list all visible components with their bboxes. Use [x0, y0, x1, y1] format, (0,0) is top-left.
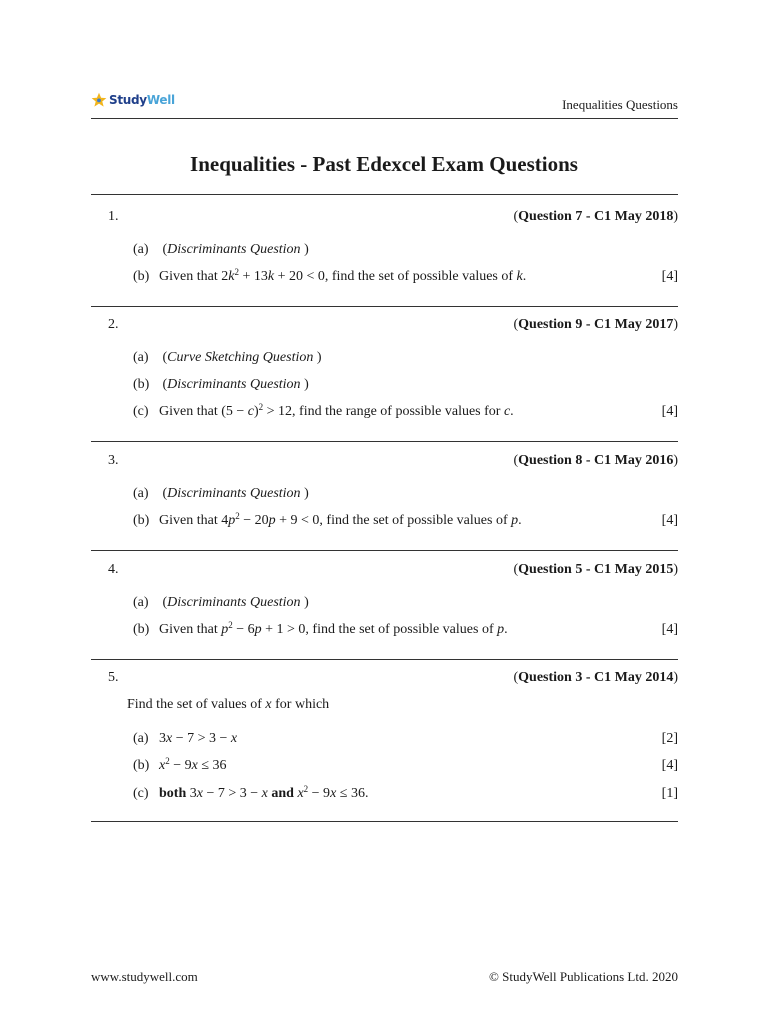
part-label: (c): [133, 404, 149, 419]
footer-website: www.studywell.com: [91, 969, 198, 984]
page-header: [91, 88, 678, 119]
question-source: (Question 7 - C1 May 2018): [513, 209, 678, 224]
question-part: (a) (Curve Sketching Question ): [133, 350, 322, 365]
part-text: Discriminants Question: [167, 242, 301, 257]
question-number: 4.: [108, 562, 119, 577]
page-title: Inequalities - Past Edexcel Exam Questions: [190, 152, 578, 176]
part-marks: [4]: [661, 758, 678, 773]
question-source: (Question 8 - C1 May 2016): [513, 453, 678, 468]
part-label: (a): [133, 595, 149, 610]
question-part: (a) (Discriminants Question ): [133, 242, 309, 257]
part-label: (a): [133, 242, 149, 257]
header-title: Inequalities Questions: [562, 97, 678, 112]
part-text: Given that $(5 - c)^2 > 12$, find the range of possible values for c.: [159, 402, 514, 419]
question-part: [133, 731, 678, 747]
part-text: Given that $2k^2 + 13k + 20 < 0$, find the set of possible values of k.: [159, 267, 527, 284]
question-source: (Question 3 - C1 May 2014): [513, 670, 678, 685]
part-marks: [4]: [661, 269, 678, 284]
part-text: Curve Sketching Question: [167, 350, 314, 365]
divider: [91, 306, 678, 307]
divider: [91, 550, 678, 551]
divider: [91, 821, 678, 822]
part-label: (a): [133, 731, 149, 746]
divider: [91, 659, 678, 660]
part-label: (a): [133, 486, 149, 501]
part-text: Discriminants Question: [167, 486, 301, 501]
studywell-logo: [91, 92, 175, 108]
logo-well-text: Well: [146, 93, 175, 107]
part-text: Discriminants Question: [167, 377, 301, 392]
part-text: Discriminants Question: [167, 595, 301, 610]
part-marks: [1]: [661, 786, 678, 801]
part-label: (b): [133, 377, 150, 392]
question-part: [133, 786, 678, 802]
question-part: (a) (Discriminants Question ): [133, 595, 309, 610]
part-label: (a): [133, 350, 149, 365]
part-label: (b): [133, 758, 150, 773]
logo-study-text: Study: [109, 93, 147, 107]
part-text: 3x − 7 > 3 − x: [159, 731, 238, 746]
star-icon: [91, 92, 107, 108]
part-marks: [4]: [661, 404, 678, 419]
part-label: (b): [133, 269, 150, 284]
part-text: Given that $p^2 - 6p + 1 > 0$, find the set of possible values of p.: [159, 620, 508, 637]
part-marks: [4]: [661, 513, 678, 528]
part-text: $x^2 - 9x \le 36$: [159, 756, 227, 773]
question-number: 3.: [108, 453, 119, 468]
part-text: both 3x − 7 > 3 − x and $x^2 - 9x \le 36$.: [159, 784, 369, 801]
question-number: 2.: [108, 317, 119, 332]
question-number: 1.: [108, 209, 119, 224]
part-text: Given that $4p^2 - 20p + 9 < 0$, find the set of possible values of p.: [159, 511, 522, 528]
question-part: [133, 758, 678, 774]
question-part: [133, 269, 678, 285]
question-part: [133, 404, 678, 420]
question-part: [133, 622, 678, 638]
part-marks: [4]: [661, 622, 678, 637]
divider: [91, 194, 678, 195]
divider: [91, 441, 678, 442]
question-part: (a) (Discriminants Question ): [133, 486, 309, 501]
part-marks: [2]: [661, 731, 678, 746]
footer-copyright: © StudyWell Publications Ltd. 2020: [488, 969, 678, 984]
part-label: (b): [133, 622, 150, 637]
question-intro: Find the set of values of x for which: [127, 697, 330, 712]
question-part: [133, 513, 678, 529]
question-number: 5.: [108, 670, 119, 685]
question-source: (Question 5 - C1 May 2015): [513, 562, 678, 577]
part-label: (c): [133, 786, 149, 801]
question-source: (Question 9 - C1 May 2017): [513, 317, 678, 332]
question-part: (b) (Discriminants Question ): [133, 377, 309, 392]
part-label: (b): [133, 513, 150, 528]
